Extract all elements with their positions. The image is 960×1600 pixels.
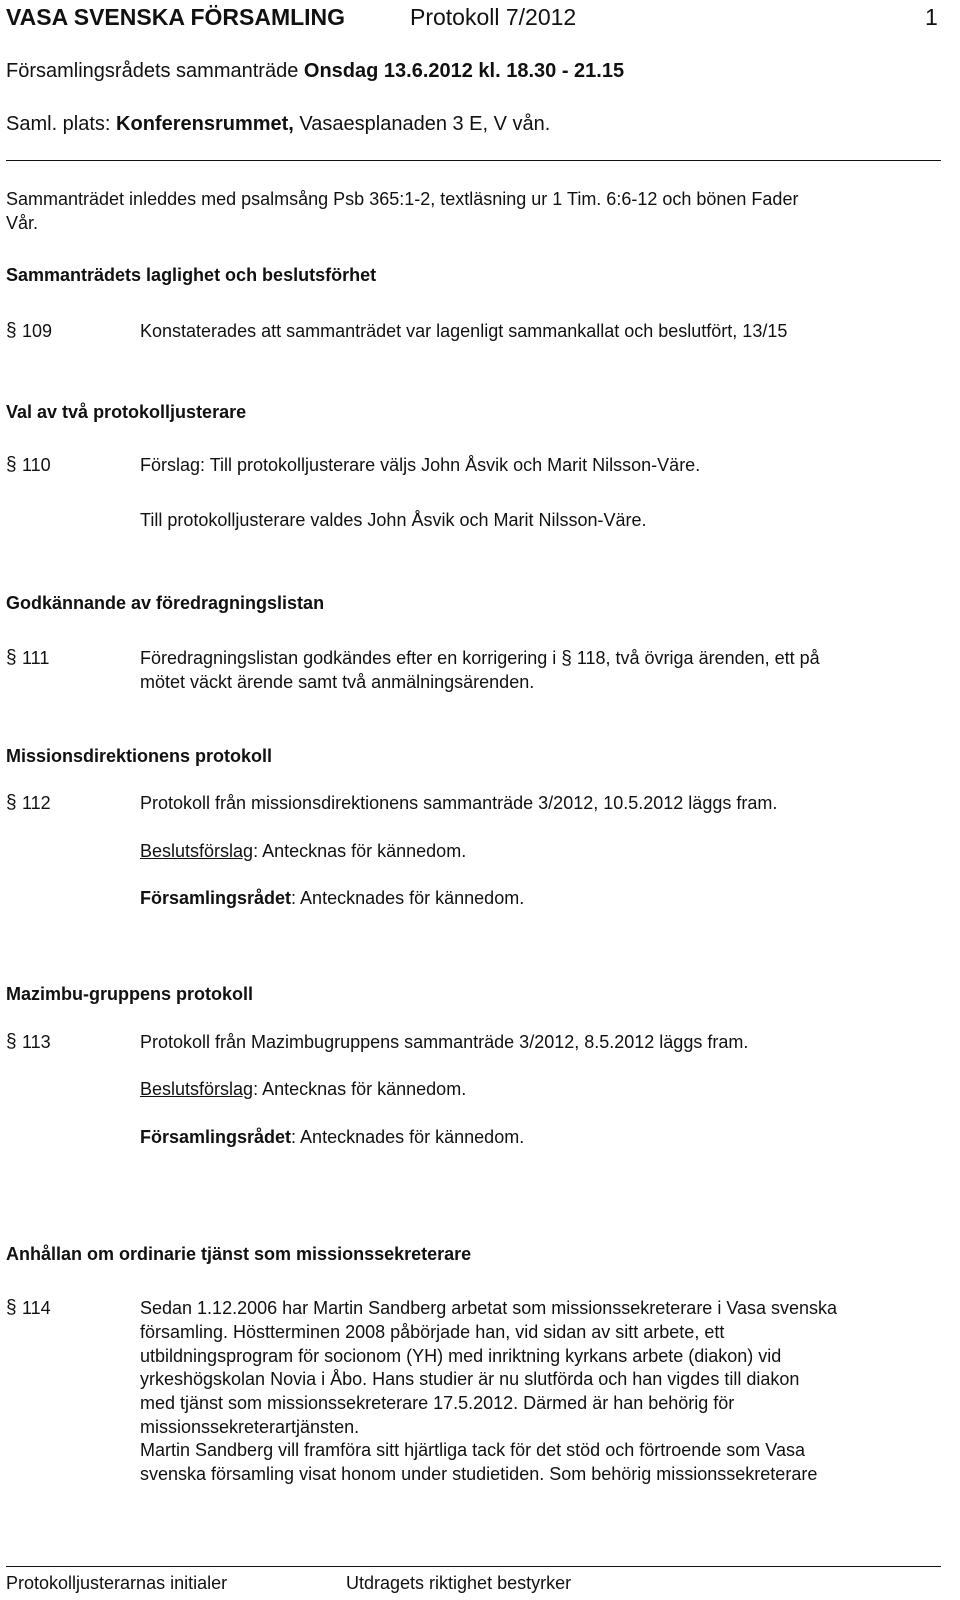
section-111-text-b: 118, två övriga ärenden, ett på (571, 648, 820, 668)
section-113-decision-text: : Antecknades för kännedom. (291, 1127, 525, 1147)
section-113-heading: Mazimbu-gruppens protokoll (6, 984, 253, 1004)
section-113-proposal (140, 1079, 466, 1100)
section-112-decision (140, 888, 524, 909)
header-divider (6, 160, 941, 161)
place-address: Vasaesplanaden 3 E, V vån. (293, 113, 551, 135)
section-114-line: svenska församling visat honom under studietiden. Som behörig missionssekreterare (140, 1464, 818, 1484)
section-114-symbol: § (6, 1297, 17, 1318)
footer-initials-label: Protokolljusterarnas initialer (6, 1573, 228, 1593)
section-110-heading: Val av två protokolljusterare (6, 402, 247, 422)
section-112-text: Protokoll från missionsdirektionens sammanträde 3/2012, 10.5.2012 läggs fram. (140, 793, 778, 813)
place-name: Konferensrummet, (116, 113, 294, 135)
section-110-number: 110 (22, 455, 51, 475)
section-111-number: 111 (22, 648, 50, 668)
section-111-text-line-2: mötet väckt ärende samt två anmälningsärenden. (140, 672, 535, 692)
section-112-proposal (140, 841, 466, 862)
section-111-text-a: Föredragningslistan godkändes efter en korrigering i (140, 648, 562, 668)
section-113-text: Protokoll från Mazimbugruppens sammanträde 3/2012, 8.5.2012 läggs fram. (140, 1032, 749, 1052)
section-112-symbol: § (6, 792, 17, 813)
section-112-decision-text: : Antecknades för kännedom. (291, 888, 525, 908)
section-112-decision-label: Församlingsrådet (140, 888, 292, 908)
section-113-proposal-text: : Antecknas för kännedom. (253, 1079, 467, 1099)
section-113-symbol: § (6, 1031, 17, 1052)
intro-line-1: Sammanträdet inleddes med psalmsång Psb 365:1-2, textläsning ur 1 Tim. 6:6-12 och bönen Fader (6, 189, 799, 209)
section-114-line: utbildningsprogram för socionom (YH) med inriktning kyrkans arbete (diakon) vid (140, 1346, 782, 1366)
section-114-line: yrkeshögskolan Novia i Åbo. Hans studier är nu slutförda och han vigdes till diakon (140, 1369, 800, 1389)
section-111-inline-symbol: § (561, 648, 572, 669)
section-110-proposal: Förslag: Till protokolljusterare väljs John Åsvik och Marit Nilsson-Väre. (140, 455, 701, 475)
section-112-proposal-text: : Antecknas för kännedom. (253, 841, 467, 861)
section-109-number: 109 (22, 321, 53, 341)
meeting-date: Onsdag 13.6.2012 kl. 18.30 - 21.15 (303, 60, 625, 82)
section-114-line: Sedan 1.12.2006 har Martin Sandberg arbetat som missionssekreterare i Vasa svenska (140, 1298, 838, 1318)
section-113-decision (140, 1127, 524, 1148)
section-110-symbol: § (6, 454, 17, 475)
meeting-prefix: Församlingsrådets sammanträde (6, 60, 304, 82)
section-112-number: 112 (22, 793, 51, 813)
section-111-symbol: § (6, 647, 17, 668)
footer-divider (6, 1566, 941, 1567)
protocol-number: Protokoll 7/2012 (410, 4, 577, 30)
page-number: 1 (925, 4, 938, 30)
organization-name: VASA SVENSKA FÖRSAMLING (6, 4, 346, 30)
section-109-heading: Sammanträdets laglighet och beslutsförhet (6, 265, 377, 285)
section-111-heading: Godkännande av föredragningslistan (6, 593, 325, 613)
section-112-proposal-label: Beslutsförslag (140, 841, 254, 861)
section-113-decision-label: Församlingsrådet (140, 1127, 292, 1147)
section-113-number: 113 (22, 1032, 51, 1052)
intro-line-2: Vår. (6, 213, 39, 233)
place-line (6, 113, 550, 136)
place-prefix: Saml. plats: (6, 113, 117, 135)
section-114-line: Martin Sandberg vill framföra sitt hjärtliga tack för det stöd och förtroende som Vasa (140, 1440, 805, 1460)
section-111-text-line-1 (140, 648, 820, 670)
section-114-line: församling. Höstterminen 2008 påbörjade han, vid sidan av sitt arbete, ett (140, 1322, 725, 1342)
section-109-symbol: § (6, 320, 17, 341)
section-112-heading: Missionsdirektionens protokoll (6, 746, 273, 766)
section-113-proposal-label: Beslutsförslag (140, 1079, 254, 1099)
section-114-line: missionssekreterartjänsten. (140, 1417, 360, 1437)
section-114-heading: Anhållan om ordinarie tjänst som missionssekreterare (6, 1244, 472, 1264)
section-110-decision: Till protokolljusterare valdes John Åsvik och Marit Nilsson-Väre. (140, 510, 647, 530)
section-109-text: Konstaterades att sammanträdet var lagenligt sammankallat och beslutfört, 13/15 (140, 321, 788, 341)
section-114-line: med tjänst som missionssekreterare 17.5.2012. Därmed är han behörig för (140, 1393, 735, 1413)
section-114-number: 114 (22, 1298, 51, 1318)
footer-certification-label: Utdragets riktighet bestyrker (346, 1573, 572, 1593)
meeting-line (6, 60, 624, 83)
